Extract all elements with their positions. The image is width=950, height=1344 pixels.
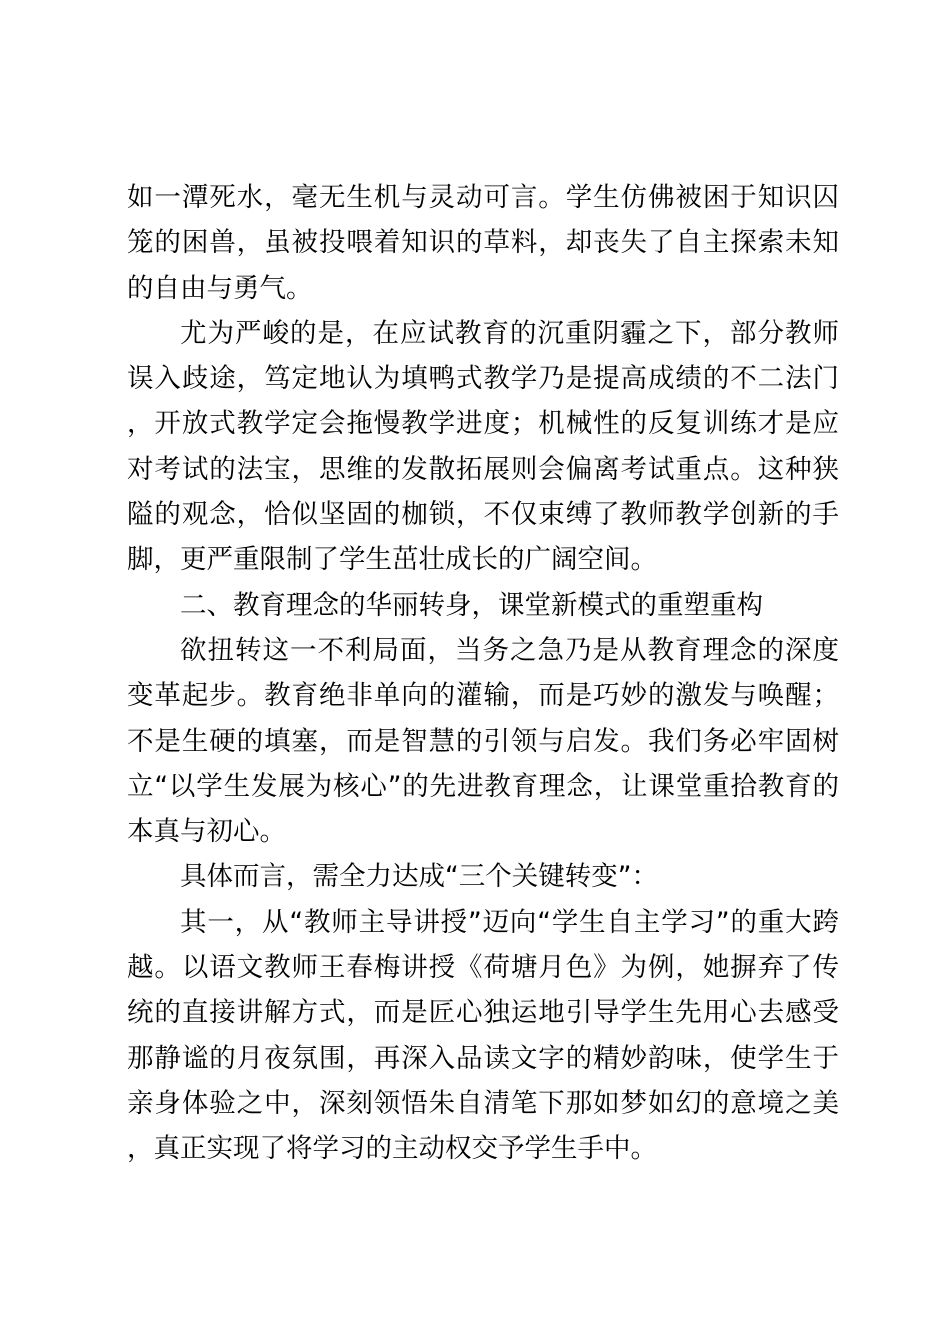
paragraph-exam-education: 尤为严峻的是，在应试教育的沉重阴霾之下，部分教师误入歧途，笃定地认为填鸭式教学乃是提高成绩的不二法门，开放式教学定会拖慢教学进度；机械性的反复训练才是应对考试的法宝，思维的发散拓展则会偏离考试重点。这种狭隘的观念，恰似坚固的枷锁，不仅束缚了教师教学创新的手脚，更严重限制了学生茁壮成长的广阔空间。 [127, 317, 839, 576]
paragraph-continuation: 如一潭死水，毫无生机与灵动可言。学生仿佛被困于知识囚笼的困兽，虽被投喂着知识的草料，却丧失了自主探索未知的自由与勇气。 [127, 182, 839, 304]
section-heading: 二、教育理念的华丽转身，课堂新模式的重塑重构 [180, 589, 763, 621]
body-text [127, 175, 839, 1172]
paragraph-three-transformations: 具体而言，需全力达成“三个关键转变”： [180, 861, 658, 893]
paragraph-education-concept: 欲扭转这一不利局面，当务之急乃是从教育理念的深度变革起步。教育绝非单向的灌输，而是巧妙的激发与唤醒；不是生硬的填塞，而是智慧的引领与启发。我们务必牢固树立“以学生发展为核心”的先进教育理念，让课堂重拾教育的本真与初心。 [127, 634, 839, 848]
paragraph-first-transformation: 其一，从“教师主导讲授”迈向“学生自主学习”的重大跨越。以语文教师王春梅讲授《荷塘月色》为例，她摒弃了传统的直接讲解方式，而是匠心独运地引导学生先用心去感受那静谧的月夜氛围，再深入品读文字的精妙韵味，使学生于亲身体验之中，深刻领悟朱自清笔下那如梦如幻的意境之美，真正实现了将学习的主动权交予学生手中。 [127, 906, 839, 1165]
